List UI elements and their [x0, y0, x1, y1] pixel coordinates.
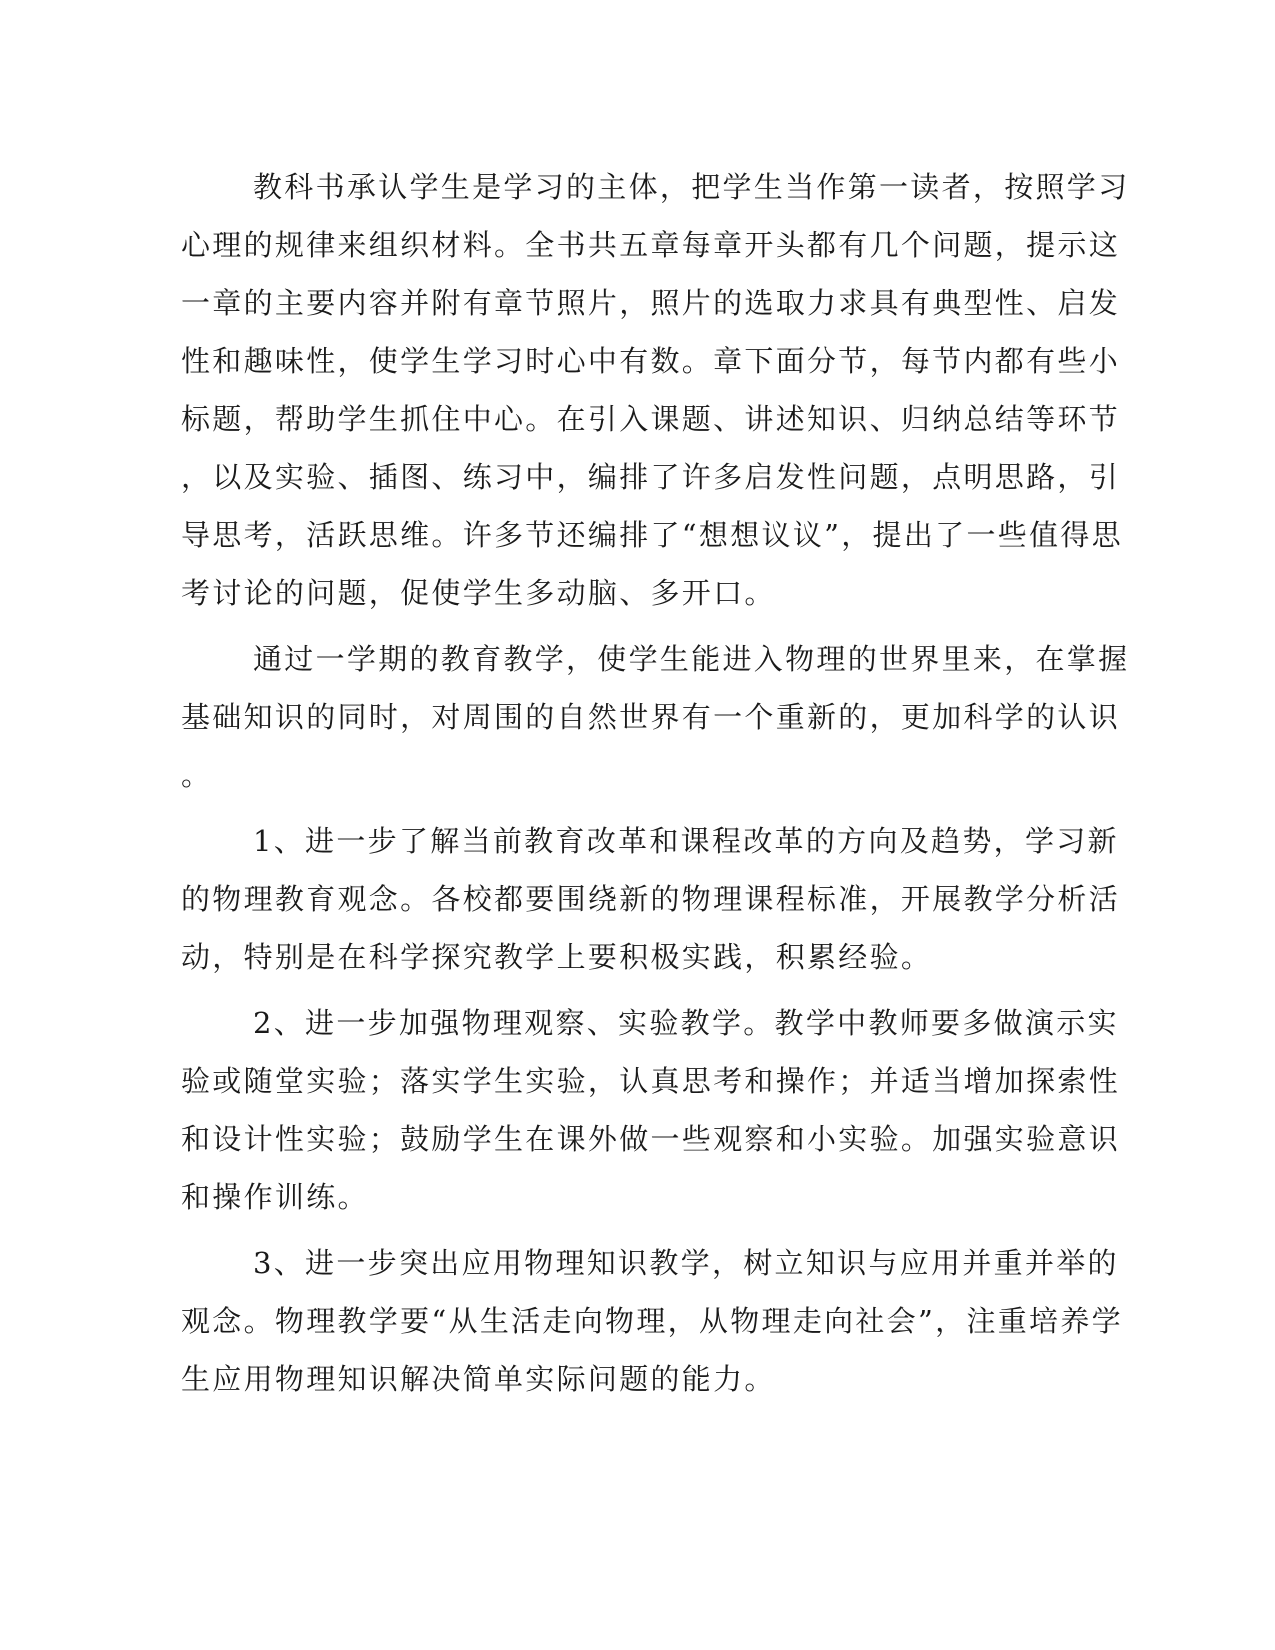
text-line: 导思考，活跃思维。许多节还编排了“想想议议”，提出了一些值得思	[181, 518, 1123, 552]
text-line: 生应用物理知识解决简单实际问题的能力。	[181, 1362, 776, 1396]
text-line: 1、进一步了解当前教育改革和课程改革的方向及趋势，学习新	[253, 824, 1119, 858]
text-line: 动，特别是在科学探究教学上要积极实践，积累经验。	[181, 940, 933, 974]
text-line: 。	[181, 758, 213, 792]
text-line: 3、进一步突出应用物理知识教学，树立知识与应用并重并举的	[253, 1246, 1119, 1280]
paragraph-item-1	[181, 812, 1121, 986]
text-line: 考讨论的问题，促使学生多动脑、多开口。	[181, 576, 776, 610]
text-line: 基础知识的同时，对周围的自然世界有一个重新的，更加科学的认识	[181, 700, 1121, 734]
text-line: 一章的主要内容并附有章节照片，照片的选取力求具有典型性、启发	[181, 286, 1121, 320]
paragraph-gap	[181, 622, 1031, 630]
text-line: 标题，帮助学生抓住中心。在引入课题、讲述知识、归纳总结等环节	[181, 402, 1121, 436]
text-line: 观念。物理教学要“从生活走向物理，从物理走向社会”，注重培养学	[181, 1304, 1123, 1338]
paragraph-gap	[181, 986, 1031, 994]
text-line: 性和趣味性，使学生学习时心中有数。章下面分节，每节内都有些小	[181, 344, 1121, 378]
text-line: 通过一学期的教育教学，使学生能进入物理的世界里来，在掌握	[253, 642, 1130, 676]
text-line: 心理的规律来组织材料。全书共五章每章开头都有几个问题，提示这	[181, 228, 1121, 262]
text-line: 验或随堂实验；落实学生实验，认真思考和操作；并适当增加探索性	[181, 1064, 1121, 1098]
text-line: 的物理教育观念。各校都要围绕新的物理课程标准，开展教学分析活	[181, 882, 1121, 916]
paragraph-gap	[181, 804, 1031, 812]
paragraph-gap	[181, 1226, 1031, 1234]
document-body	[181, 158, 1130, 1408]
paragraph-item-3	[181, 1234, 1123, 1408]
text-line: ，以及实验、插图、练习中，编排了许多启发性问题，点明思路，引	[181, 460, 1121, 494]
paragraph-semester-goal	[181, 630, 1130, 804]
text-line: 和设计性实验；鼓励学生在课外做一些观察和小实验。加强实验意识	[181, 1122, 1121, 1156]
text-line: 教科书承认学生是学习的主体，把学生当作第一读者，按照学习	[253, 170, 1130, 204]
text-line: 和操作训练。	[181, 1180, 369, 1214]
paragraph-textbook	[181, 158, 1130, 622]
paragraph-item-2	[181, 994, 1121, 1226]
text-line: 2、进一步加强物理观察、实验教学。教学中教师要多做演示实	[253, 1006, 1119, 1040]
